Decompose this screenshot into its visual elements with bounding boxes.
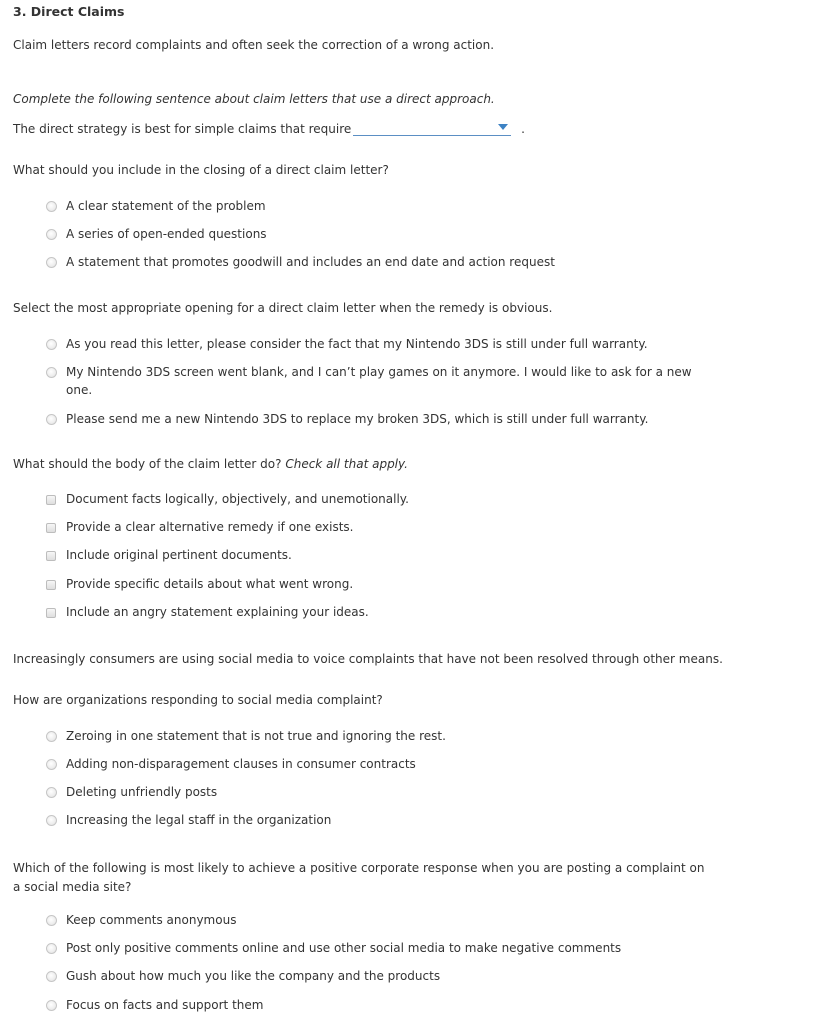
q6-option-3[interactable] (46, 969, 440, 985)
checkbox[interactable] (46, 608, 56, 618)
q6-option-2[interactable] (46, 941, 621, 957)
option-label: Increasing the legal staff in the organization (66, 813, 332, 827)
radio-button[interactable] (46, 257, 57, 268)
option-label: As you read this letter, please consider the fact that my Nintendo 3DS is still under full warranty. (66, 337, 648, 351)
option-label: Please send me a new Nintendo 3DS to replace my broken 3DS, which is still under full warranty. (66, 412, 649, 426)
radio-button[interactable] (46, 367, 57, 378)
q3-option-2[interactable] (46, 365, 706, 399)
option-label: Document facts logically, objectively, and unemotionally. (66, 492, 409, 506)
option-label: Provide specific details about what went wrong. (66, 577, 354, 591)
option-label: Post only positive comments online and use other social media to make negative comments (66, 941, 622, 955)
q2-option-1[interactable] (46, 199, 266, 215)
option-label: Gush about how much you like the company and the products (66, 969, 441, 983)
option-label: Adding non-disparagement clauses in consumer contracts (66, 757, 416, 771)
q4-prompt-hint: Check all that apply. (285, 457, 408, 471)
q1-answer-dropdown[interactable] (353, 121, 511, 136)
option-label: Focus on facts and support them (66, 998, 264, 1012)
option-label: Include an angry statement explaining your ideas. (66, 605, 369, 619)
radio-button[interactable] (46, 915, 57, 926)
q3-option-1[interactable] (46, 337, 648, 353)
radio-button[interactable] (46, 731, 57, 742)
option-label: Zeroing in one statement that is not true and ignoring the rest. (66, 729, 446, 743)
option-label: A series of open-ended questions (66, 227, 267, 241)
checkbox[interactable] (46, 580, 56, 590)
q2-option-2[interactable] (46, 227, 267, 243)
q1-instruction: Complete the following sentence about claim letters that use a direct approach. (13, 92, 495, 106)
q4-option-4[interactable] (46, 577, 353, 593)
q1-period: . (521, 122, 525, 136)
q3-prompt: Select the most appropriate opening for a direct claim letter when the remedy is obvious. (13, 301, 553, 315)
q4-prompt: What should the body of the claim letter do? (13, 457, 282, 471)
q5-prompt: How are organizations responding to social media complaint? (13, 693, 383, 707)
radio-button[interactable] (46, 787, 57, 798)
radio-button[interactable] (46, 759, 57, 770)
q5-option-2[interactable] (46, 757, 416, 773)
radio-button[interactable] (46, 339, 57, 350)
social-statement: Increasingly consumers are using social media to voice complaints that have not been resolved through other means. (13, 652, 723, 666)
radio-button[interactable] (46, 971, 57, 982)
checkbox[interactable] (46, 523, 56, 533)
chevron-down-icon (498, 124, 508, 130)
q6-option-1[interactable] (46, 913, 236, 929)
q4-prompt-row (13, 457, 408, 471)
q5-option-1[interactable] (46, 729, 446, 745)
q5-option-4[interactable] (46, 813, 331, 829)
q1-sentence: The direct strategy is best for simple claims that require (13, 122, 352, 136)
option-label: Include original pertinent documents. (66, 548, 292, 562)
checkbox[interactable] (46, 495, 56, 505)
radio-button[interactable] (46, 815, 57, 826)
radio-button[interactable] (46, 943, 57, 954)
checkbox[interactable] (46, 551, 56, 561)
q4-option-3[interactable] (46, 548, 292, 564)
radio-button[interactable] (46, 414, 57, 425)
radio-button[interactable] (46, 201, 57, 212)
q4-option-1[interactable] (46, 492, 409, 508)
q4-option-5[interactable] (46, 605, 369, 621)
q3-option-3[interactable] (46, 412, 648, 428)
q2-option-3[interactable] (46, 255, 555, 271)
radio-button[interactable] (46, 229, 57, 240)
option-label: Keep comments anonymous (66, 913, 237, 927)
section-intro: Claim letters record complaints and often seek the correction of a wrong action. (13, 38, 495, 52)
q2-prompt: What should you include in the closing of a direct claim letter? (13, 163, 389, 177)
q6-option-4[interactable] (46, 998, 263, 1014)
section-title: 3. Direct Claims (13, 4, 125, 19)
q6-prompt: Which of the following is most likely to achieve a positive corporate response when you are posting a complaint on a social media site? (13, 861, 705, 894)
q1-sentence-row (13, 121, 525, 136)
option-label: A statement that promotes goodwill and includes an end date and action request (66, 255, 555, 269)
option-label: A clear statement of the problem (66, 199, 266, 213)
q4-option-2[interactable] (46, 520, 353, 536)
q5-option-3[interactable] (46, 785, 217, 801)
option-label: Deleting unfriendly posts (66, 785, 218, 799)
option-label: Provide a clear alternative remedy if one exists. (66, 520, 354, 534)
option-label: My Nintendo 3DS screen went blank, and I can’t play games on it anymore. I would like to ask for a new one. (66, 365, 692, 397)
radio-button[interactable] (46, 1000, 57, 1011)
